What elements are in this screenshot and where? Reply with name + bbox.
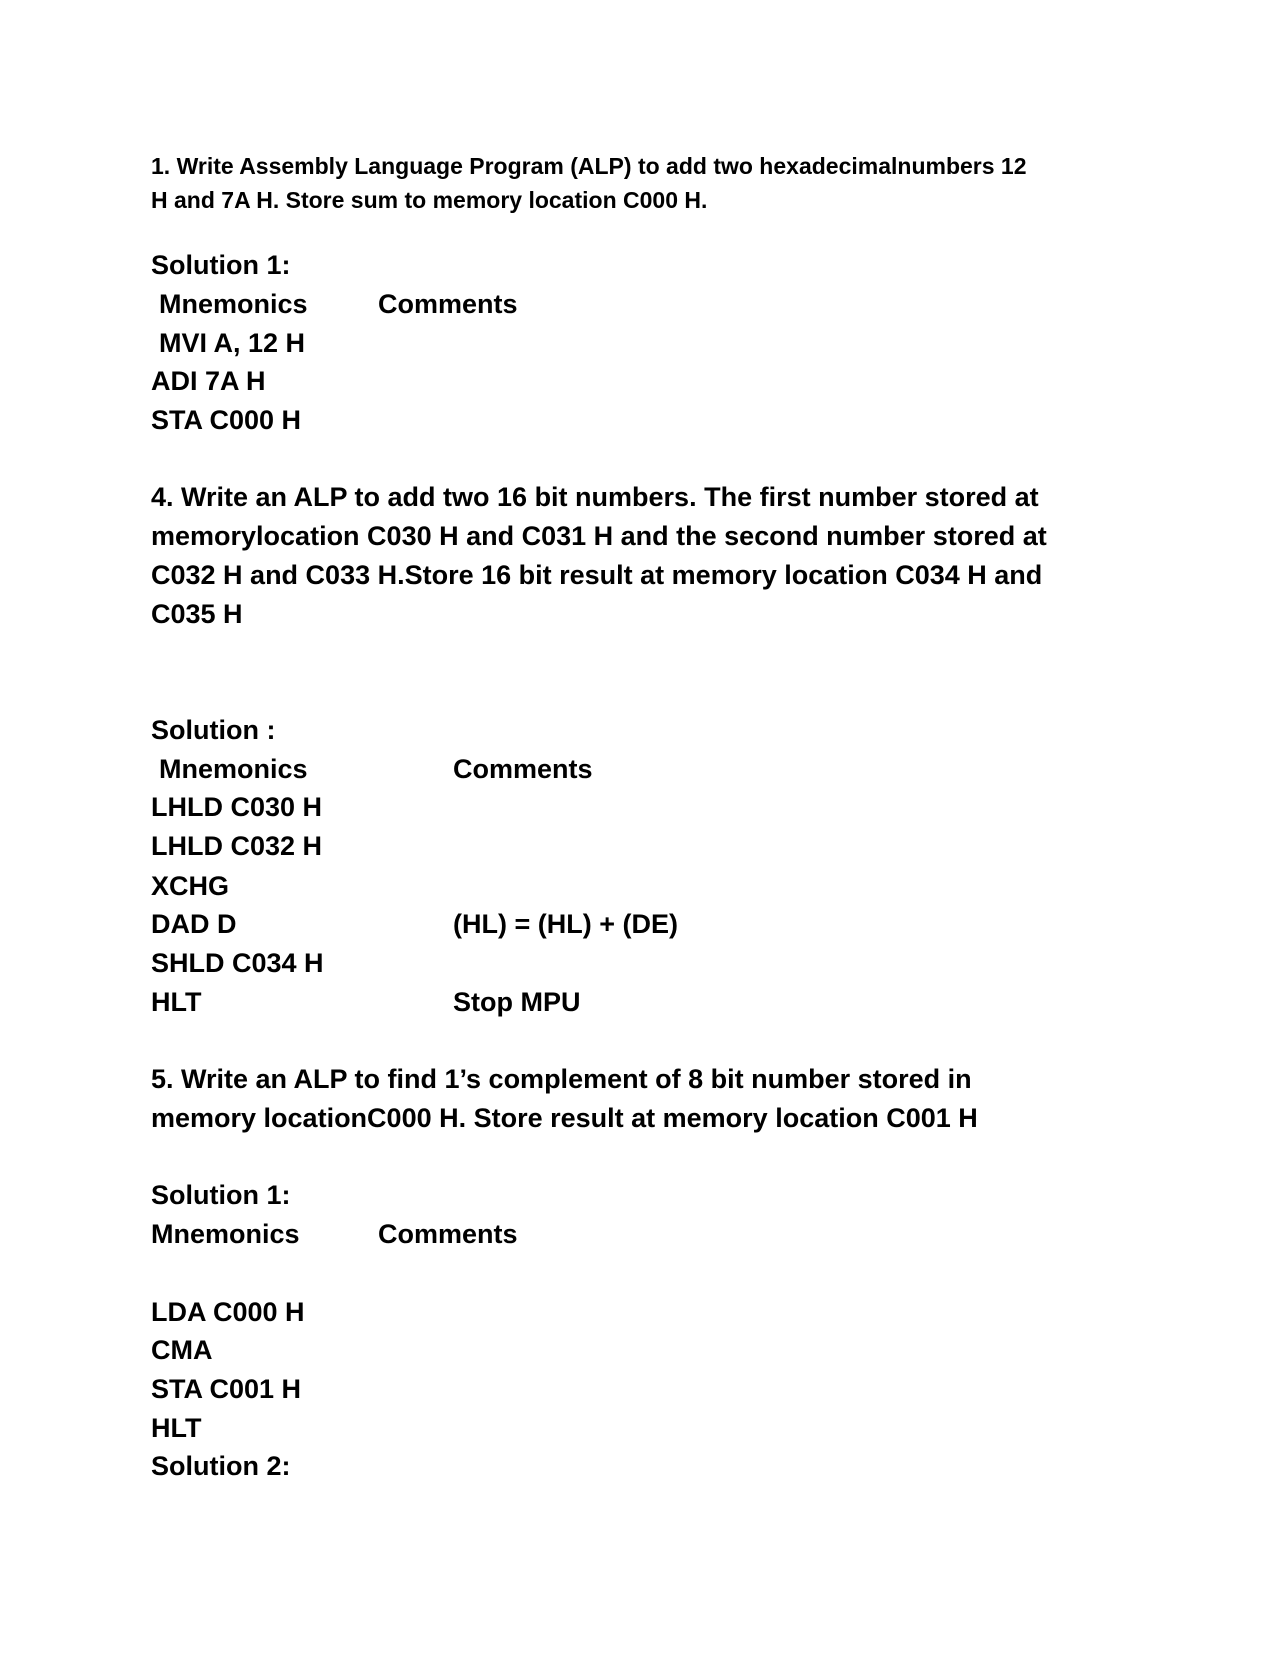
comments-header: Comments — [378, 289, 518, 319]
question-4-line-1: 4. Write an ALP to add two 16 bit numbers. The first number stored at — [151, 482, 1039, 512]
solution-2-title: Solution 2: — [151, 1451, 291, 1481]
solution-1-title: Solution 1: — [151, 250, 291, 280]
code-line: LDA C000 H — [151, 1297, 305, 1327]
question-5-line-1: 5. Write an ALP to find 1’s complement of 8 bit number stored in — [151, 1064, 972, 1094]
question-1-line-2: H and 7A H. Store sum to memory location C000 H. — [151, 187, 708, 213]
code-comment: (HL) = (HL) + (DE) — [453, 909, 678, 939]
code-line: LHLD C032 H — [151, 831, 323, 861]
mnemonics-header: Mnemonics — [151, 1219, 300, 1249]
code-line: XCHG — [151, 871, 230, 901]
code-line: LHLD C030 H — [151, 792, 323, 822]
code-line: HLT — [151, 987, 202, 1017]
solution-1-title: Solution 1: — [151, 1180, 291, 1210]
solution-title: Solution : — [151, 715, 276, 745]
mnemonics-header: Mnemonics — [159, 289, 308, 319]
question-5-line-2: memory locationC000 H. Store result at memory location C001 H — [151, 1103, 978, 1133]
comments-header: Comments — [453, 754, 593, 784]
code-line: DAD D — [151, 909, 237, 939]
question-4-line-3: C032 H and C033 H.Store 16 bit result at memory location C034 H and — [151, 560, 1043, 590]
code-comment: Stop MPU — [453, 987, 581, 1017]
mnemonics-header: Mnemonics — [159, 754, 308, 784]
code-line: ADI 7A H — [151, 366, 266, 396]
question-1-line-1: 1. Write Assembly Language Program (ALP) to add two hexadecimalnumbers 12 — [151, 153, 1027, 179]
question-4-line-4: C035 H — [151, 599, 243, 629]
code-line: CMA — [151, 1335, 213, 1365]
comments-header: Comments — [378, 1219, 518, 1249]
code-line: MVI A, 12 H — [159, 328, 306, 358]
code-line: HLT — [151, 1413, 202, 1443]
code-line: STA C000 H — [151, 405, 302, 435]
code-line: SHLD C034 H — [151, 948, 324, 978]
question-4-line-2: memorylocation C030 H and C031 H and the second number stored at — [151, 521, 1047, 551]
code-line: STA C001 H — [151, 1374, 302, 1404]
